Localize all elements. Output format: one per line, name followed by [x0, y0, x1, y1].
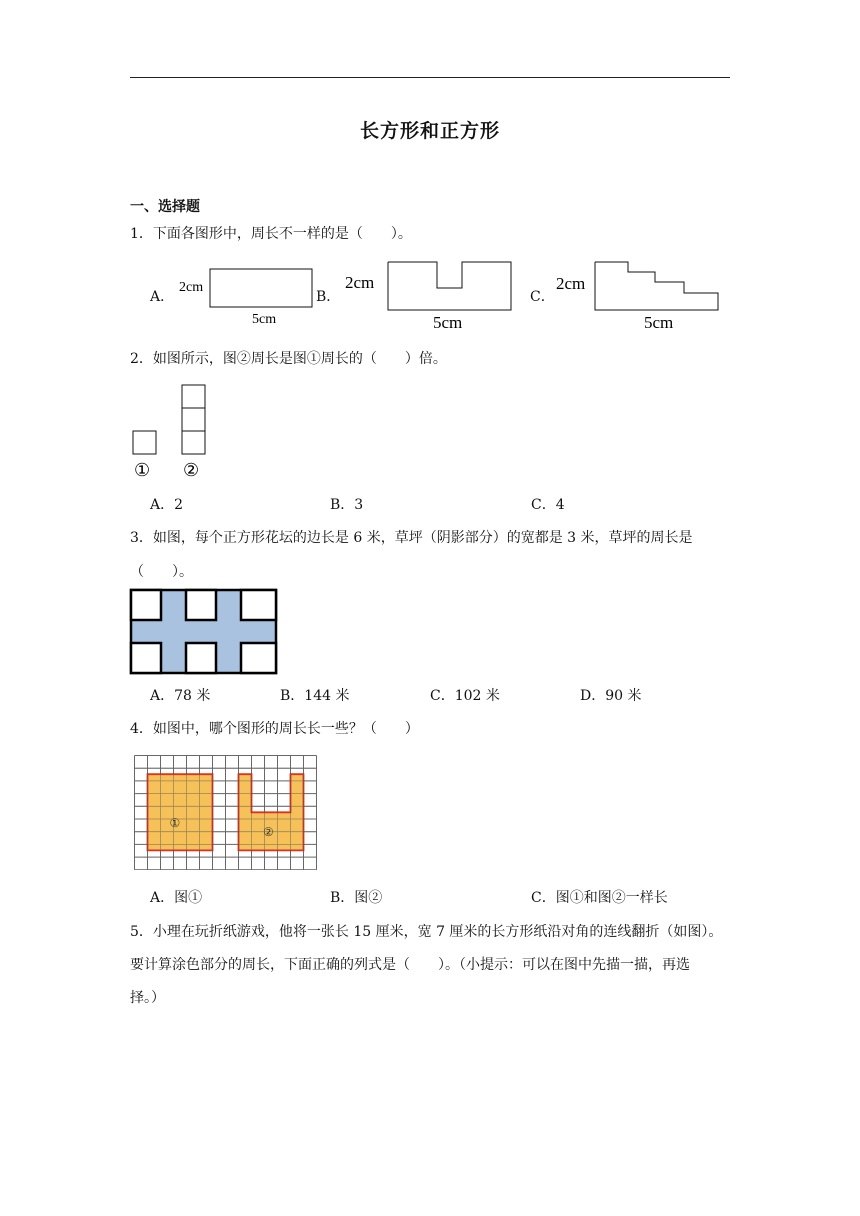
- q3-option-d[interactable]: D．90 米: [580, 688, 642, 704]
- q2-option-b[interactable]: B．3: [330, 497, 364, 513]
- q4-shape-1: [148, 774, 213, 850]
- q5-line1: 5．小理在玩折纸游戏，他将一张长 15 厘米，宽 7 厘米的长方形纸沿对角的连线翻折（如图）。: [130, 924, 723, 940]
- q4-stem: 4．如图中，哪个图形的周长长一些？（ ）: [130, 721, 419, 737]
- q3-stem-line2: （ ）。: [130, 564, 193, 580]
- q2-fig1-label: ①: [134, 460, 151, 480]
- q5-line3: 择。）: [130, 990, 165, 1006]
- section-heading: 一、选择题: [130, 199, 200, 215]
- q3-option-b[interactable]: B．144 米: [280, 688, 350, 704]
- q2-fig2-label: ②: [183, 460, 200, 480]
- q1-fig-b-side-label: 2cm: [345, 273, 375, 292]
- q4-grid-figure: [130, 752, 322, 870]
- q4-option-c[interactable]: C．图①和图②一样长: [531, 890, 668, 906]
- q1-fig-c-side-label: 2cm: [556, 274, 586, 293]
- q1-fig-b-bottom-label: 5cm: [433, 313, 463, 332]
- q5-line2: 要计算涂色部分的周长，下面正确的列式是（ ）。（小提示：可以在图中先描一描，再选: [130, 957, 690, 973]
- q1-figure-b: [340, 255, 520, 333]
- q2-option-a[interactable]: A．2: [150, 497, 184, 513]
- q1-stem: 1．下面各图形中，周长不一样的是（ ）。: [130, 226, 412, 242]
- header-rule: [130, 77, 730, 78]
- q1-fig-a-bottom-label: 5cm: [252, 312, 277, 327]
- q3-stem-line1: 3．如图，每个正方形花坛的边长是 6 米，草坪（阴影部分）的宽都是 3 米，草坪的周长是: [130, 530, 693, 546]
- q2-figure: [128, 380, 218, 480]
- q2-option-c[interactable]: C．4: [531, 497, 565, 513]
- q4-fig2-label: ②: [263, 825, 274, 839]
- page-title: 长方形和正方形: [359, 120, 500, 142]
- q1-fig-c-bottom-label: 5cm: [644, 313, 674, 332]
- q3-option-c[interactable]: C．102 米: [430, 688, 500, 704]
- q4-option-a[interactable]: A．图①: [150, 890, 203, 906]
- q1-figure-c: [550, 255, 730, 333]
- q2-stem: 2．如图所示，图②周长是图①周长的（ ）倍。: [130, 351, 447, 367]
- q3-figure: [128, 587, 280, 677]
- q1-option-c[interactable]: C．: [530, 289, 555, 305]
- q3-option-a[interactable]: A．78 米: [150, 688, 211, 704]
- q1-option-b[interactable]: B．: [316, 289, 341, 305]
- q4-fig1-label: ①: [169, 816, 181, 830]
- q1-fig-a-side-label: 2cm: [179, 280, 204, 295]
- q1-figure-a: [170, 262, 320, 328]
- q1-option-a[interactable]: A．: [150, 289, 175, 305]
- q4-option-b[interactable]: B．图②: [330, 890, 383, 906]
